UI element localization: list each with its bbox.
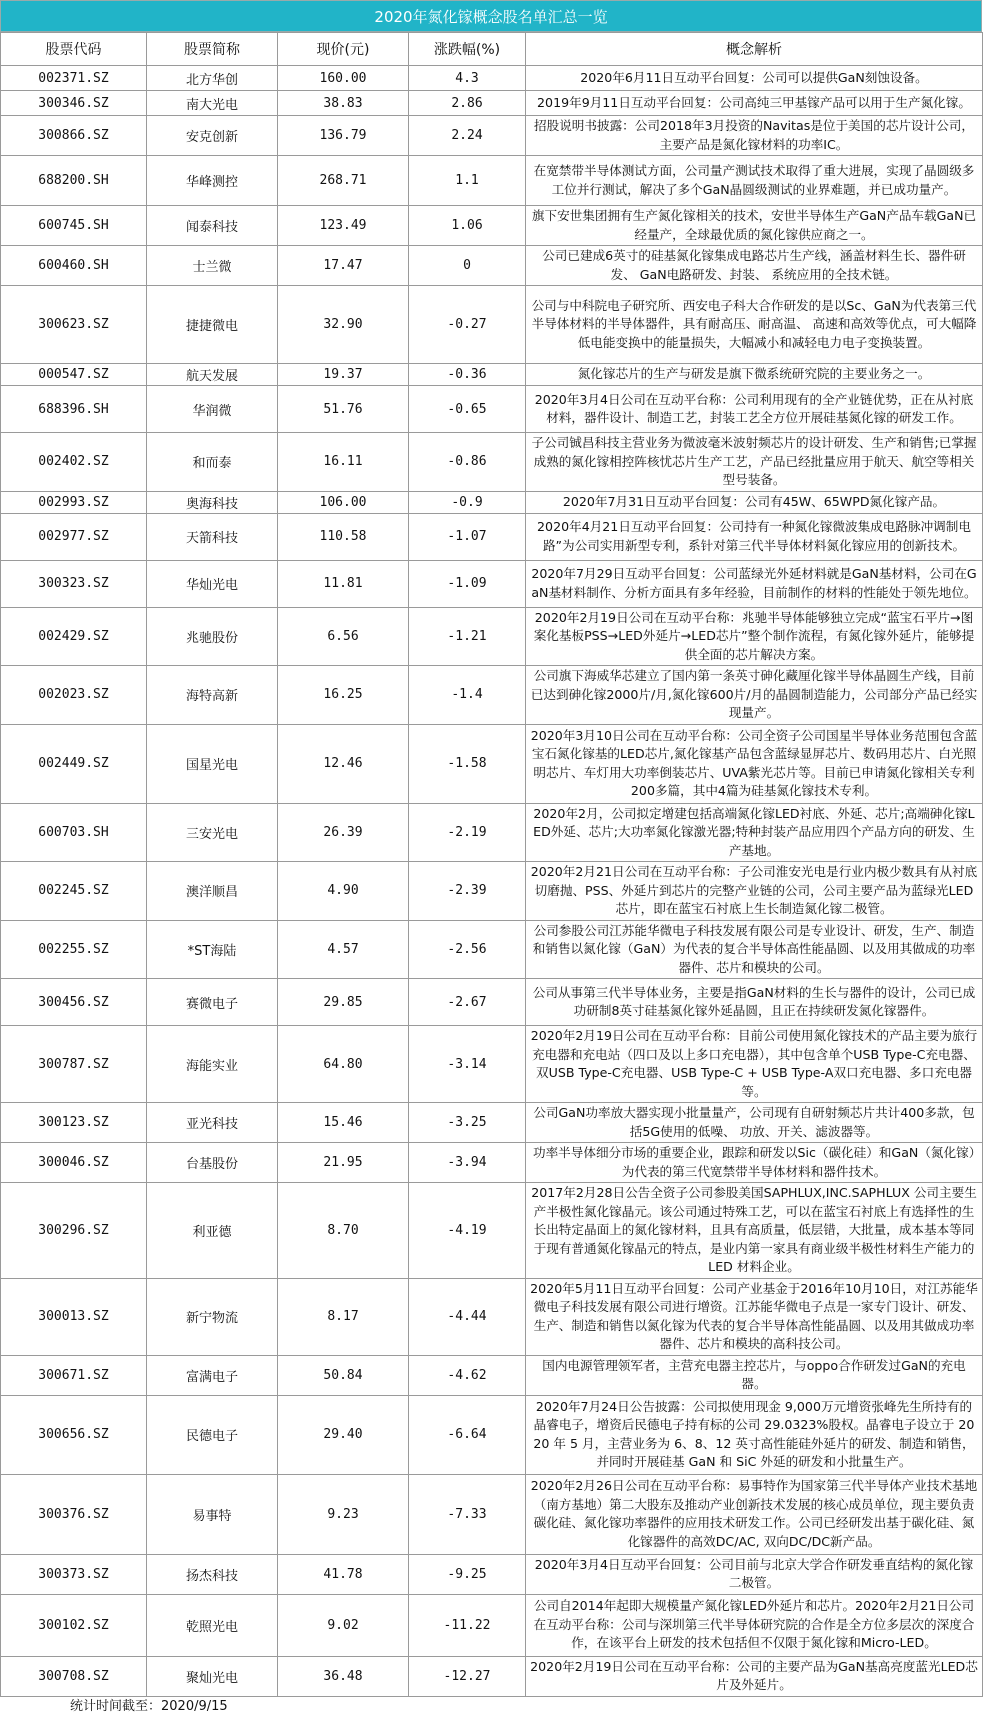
- table-row: [1, 1026, 983, 1103]
- header-change: 涨跌幅(%): [409, 33, 526, 66]
- cell-description: 招股说明书披露：公司2018年3月投资的Navitas是位于美国的芯片设计公司，主要产品是氮化镓材料的功率IC。: [526, 116, 983, 156]
- cell-description: 旗下安世集团拥有生产氮化镓相关的技术，安世半导体生产GaN产品车载GaN已经量产，全球最优质的氮化镓供应商之一。: [526, 206, 983, 246]
- cell-stock-code: 300102.SZ: [1, 1594, 147, 1656]
- table-row: [1, 1395, 983, 1474]
- cell-stock-name: 华灿光电: [147, 560, 278, 607]
- cell-stock-code: 002023.SZ: [1, 666, 147, 725]
- table-row: [1, 513, 983, 560]
- cell-stock-code: 600703.SH: [1, 803, 147, 862]
- cell-description: 2020年2月21日公司在互动平台称：子公司淮安光电是行业内极少数具有从衬底切磨抛、PSS、外延片到芯片的完整产业链的公司，公司主要产品为蓝绿光LED芯片，即在蓝宝石衬底上生长制造氮化镓二极管。: [526, 862, 983, 921]
- cell-stock-code: 600745.SH: [1, 206, 147, 246]
- cell-price: 29.85: [278, 979, 409, 1026]
- cell-price: 64.80: [278, 1026, 409, 1103]
- cell-price: 32.90: [278, 286, 409, 364]
- cell-stock-name: 北方华创: [147, 66, 278, 91]
- cell-stock-name: 捷捷微电: [147, 286, 278, 364]
- header-code: 股票代码: [1, 33, 147, 66]
- table-row: [1, 364, 983, 386]
- cell-stock-code: 300708.SZ: [1, 1656, 147, 1696]
- cell-stock-code: 300656.SZ: [1, 1395, 147, 1474]
- cell-change: -9.25: [409, 1554, 526, 1594]
- cell-stock-code: 300866.SZ: [1, 116, 147, 156]
- cell-stock-name: 三安光电: [147, 803, 278, 862]
- cell-description: 2020年7月24日公告披露：公司拟使用现金 9,000万元增资张峰先生所持有的晶睿电子，增资后民德电子持有标的公司 29.0323%股权。晶睿电子设立于 2020 年 5 月，主营业务为 6、8、12 英寸高性能硅外延片的研发、制造和销售，并同时开展硅基 GaN 和 SiC 外延的研发和小批量生产。: [526, 1395, 983, 1474]
- cell-stock-code: 002977.SZ: [1, 513, 147, 560]
- cell-price: 51.76: [278, 386, 409, 433]
- cell-stock-code: 002429.SZ: [1, 607, 147, 666]
- cell-price: 38.83: [278, 91, 409, 116]
- cell-stock-name: *ST海陆: [147, 920, 278, 979]
- cell-description: 2020年2月19日公司在互动平台称：目前公司使用氮化镓技术的产品主要为旅行充电器和充电站（四口及以上多口充电器），其中包含单个USB Type-C充电器、双USB Type-C充电器、USB Type-C + USB Type-A双口充电器、多口充电器等。: [526, 1026, 983, 1103]
- cell-change: -2.39: [409, 862, 526, 921]
- table-row: [1, 1656, 983, 1696]
- table-row: [1, 66, 983, 91]
- cell-price: 136.79: [278, 116, 409, 156]
- cell-price: 4.57: [278, 920, 409, 979]
- cell-stock-name: 亚光科技: [147, 1103, 278, 1143]
- stock-table: [0, 32, 983, 1697]
- cell-price: 41.78: [278, 1554, 409, 1594]
- cell-price: 29.40: [278, 1395, 409, 1474]
- cell-price: 26.39: [278, 803, 409, 862]
- header-name: 股票简称: [147, 33, 278, 66]
- cell-stock-code: 000547.SZ: [1, 364, 147, 386]
- cell-change: 2.24: [409, 116, 526, 156]
- cell-description: 2019年9月11日互动平台回复：公司高纯三甲基镓产品可以用于生产氮化镓。: [526, 91, 983, 116]
- cell-price: 268.71: [278, 156, 409, 206]
- cell-change: -0.9: [409, 491, 526, 513]
- table-row: [1, 156, 983, 206]
- cell-change: 1.1: [409, 156, 526, 206]
- cell-price: 160.00: [278, 66, 409, 91]
- cell-change: 0: [409, 246, 526, 286]
- cell-stock-name: 南大光电: [147, 91, 278, 116]
- table-row: [1, 979, 983, 1026]
- cell-stock-code: 300623.SZ: [1, 286, 147, 364]
- cell-change: -3.25: [409, 1103, 526, 1143]
- cell-stock-code: 300671.SZ: [1, 1355, 147, 1395]
- table-row: [1, 491, 983, 513]
- cell-description: 公司GaN功率放大器实现小批量量产，公司现有自研射频芯片共计400多款，包括5G使用的低噪、 功放、开关、滤波器等。: [526, 1103, 983, 1143]
- cell-stock-code: 688396.SH: [1, 386, 147, 433]
- cell-price: 9.02: [278, 1594, 409, 1656]
- cell-stock-code: 002449.SZ: [1, 724, 147, 803]
- cell-price: 50.84: [278, 1355, 409, 1395]
- header-desc: 概念解析: [526, 33, 983, 66]
- table-row: [1, 91, 983, 116]
- table-row: [1, 246, 983, 286]
- cell-change: -7.33: [409, 1474, 526, 1554]
- cell-price: 110.58: [278, 513, 409, 560]
- cell-price: 106.00: [278, 491, 409, 513]
- cell-stock-code: 002245.SZ: [1, 862, 147, 921]
- cell-stock-code: 300013.SZ: [1, 1278, 147, 1355]
- cell-price: 8.70: [278, 1183, 409, 1279]
- cell-stock-code: 300323.SZ: [1, 560, 147, 607]
- cell-stock-name: 士兰微: [147, 246, 278, 286]
- header-row: [1, 33, 983, 66]
- cell-description: 2020年2月26日公司在互动平台称：易事特作为国家第三代半导体产业技术基地（南方基地）第二大股东及推动产业创新技术发展的核心成员单位，现主要负责碳化硅、氮化镓功率器件的应用技术研发工作。公司已经研发出基于碳化硅、氮化镓器件的高效DC/AC, 双向DC/DC新产品。: [526, 1474, 983, 1554]
- cell-stock-name: 华润微: [147, 386, 278, 433]
- cell-stock-name: 兆驰股份: [147, 607, 278, 666]
- cell-stock-name: 航天发展: [147, 364, 278, 386]
- header-price: 现价(元): [278, 33, 409, 66]
- cell-description: 氮化镓芯片的生产与研发是旗下微系统研究院的主要业务之一。: [526, 364, 983, 386]
- table-row: [1, 116, 983, 156]
- cell-price: 123.49: [278, 206, 409, 246]
- cell-price: 36.48: [278, 1656, 409, 1696]
- cell-stock-name: 台基股份: [147, 1143, 278, 1183]
- cell-price: 11.81: [278, 560, 409, 607]
- cell-description: 2020年3月4日公司在互动平台称：公司利用现有的全产业链优势，正在从衬底材料，器件设计、制造工艺，封装工艺全方位开展硅基氮化镓的研发工作。: [526, 386, 983, 433]
- cell-stock-name: 聚灿光电: [147, 1656, 278, 1696]
- cell-description: 2017年2月28日公告全资子公司参股美国SAPHLUX,INC.SAPHLUX 公司主要生产半极性氮化镓晶元。该公司通过特殊工艺，可以在蓝宝石衬底上有选择性的生长出特定晶面上的氮化镓材料，且具有高质量，低层错，大批量，成本基本等同于现有普通氮化镓晶元的特点，是业内第一家具有商业级半极性材料生产能力的 LED 材料企业。: [526, 1183, 983, 1279]
- cell-change: -1.07: [409, 513, 526, 560]
- cell-description: 公司参股公司江苏能华微电子科技发展有限公司是专业设计、研发，生产、制造和销售以氮化镓（GaN）为代表的复合半导体高性能晶圆、以及用其做成的功率器件、芯片和模块的公司。: [526, 920, 983, 979]
- cell-stock-name: 海特高新: [147, 666, 278, 725]
- cell-stock-name: 民德电子: [147, 1395, 278, 1474]
- cell-change: -0.36: [409, 364, 526, 386]
- cell-stock-code: 002371.SZ: [1, 66, 147, 91]
- cell-description: 功率半导体细分市场的重要企业，跟踪和研发以Sic（碳化硅）和GaN（氮化镓）为代表的第三代宽禁带半导体材料和器件技术。: [526, 1143, 983, 1183]
- cell-change: -0.27: [409, 286, 526, 364]
- cell-description: 2020年7月31日互动平台回复：公司有45W、65WPD氮化镓产品。: [526, 491, 983, 513]
- cell-price: 16.25: [278, 666, 409, 725]
- table-row: [1, 1474, 983, 1554]
- cell-description: 公司已建成6英寸的硅基氮化镓集成电路芯片生产线，涵盖材料生长、器件研发、 GaN电路研发、封装、 系统应用的全技术链。: [526, 246, 983, 286]
- table-row: [1, 1103, 983, 1143]
- cell-change: -0.65: [409, 386, 526, 433]
- cell-stock-name: 乾照光电: [147, 1594, 278, 1656]
- table-row: [1, 1554, 983, 1594]
- cell-change: -3.94: [409, 1143, 526, 1183]
- cell-description: 2020年4月21日互动平台回复：公司持有一种氮化镓微波集成电路脉冲调制电路”为公司实用新型专利，系针对第三代半导体材料氮化镓应用的创新技术。: [526, 513, 983, 560]
- cell-description: 子公司铖昌科技主营业务为微波毫米波射频芯片的设计研发、生产和销售;已掌握成熟的氮化镓相控阵核忧芯片生产工艺，产品已经批量应用于航天、航空等相关型号装备。: [526, 433, 983, 492]
- cell-stock-code: 300296.SZ: [1, 1183, 147, 1279]
- cell-change: 2.86: [409, 91, 526, 116]
- footer-note: 统计时间截至：2020/9/15: [70, 1698, 228, 1714]
- table-row: [1, 206, 983, 246]
- cell-price: 8.17: [278, 1278, 409, 1355]
- cell-change: -4.19: [409, 1183, 526, 1279]
- cell-stock-code: 002255.SZ: [1, 920, 147, 979]
- cell-stock-code: 300046.SZ: [1, 1143, 147, 1183]
- cell-stock-code: 002993.SZ: [1, 491, 147, 513]
- cell-stock-code: 300346.SZ: [1, 91, 147, 116]
- cell-stock-name: 易事特: [147, 1474, 278, 1554]
- cell-change: -2.67: [409, 979, 526, 1026]
- cell-price: 12.46: [278, 724, 409, 803]
- cell-stock-code: 300456.SZ: [1, 979, 147, 1026]
- cell-change: -12.27: [409, 1656, 526, 1696]
- cell-change: 1.06: [409, 206, 526, 246]
- table-row: [1, 386, 983, 433]
- cell-change: -2.56: [409, 920, 526, 979]
- table-row: [1, 1143, 983, 1183]
- cell-stock-name: 华峰测控: [147, 156, 278, 206]
- cell-stock-name: 和而泰: [147, 433, 278, 492]
- table-row: [1, 666, 983, 725]
- cell-description: 2020年7月29日互动平台回复：公司蓝绿光外延材料就是GaN基材料，公司在GaN基材料制作、分析方面具有多年经验，目前制作的材料的性能处于领先地位。: [526, 560, 983, 607]
- cell-stock-name: 新宁物流: [147, 1278, 278, 1355]
- cell-description: 公司自2014年起即大规模量产氮化镓LED外延片和芯片。2020年2月21日公司在互动平台称：公司与深圳第三代半导体研究院的合作是全方位多层次的深度合作，在该平台上研发的技术包括但不仅限于氮化镓和Micro-LED。: [526, 1594, 983, 1656]
- cell-stock-code: 600460.SH: [1, 246, 147, 286]
- cell-change: -11.22: [409, 1594, 526, 1656]
- cell-price: 19.37: [278, 364, 409, 386]
- cell-price: 17.47: [278, 246, 409, 286]
- cell-description: 2020年2月，公司拟定增建包括高端氮化镓LED衬底、外延、芯片;高端砷化镓LED外延、芯片;大功率氮化镓激光器;特种封装产品应用四个产品方向的研发、生产基地。: [526, 803, 983, 862]
- cell-price: 4.90: [278, 862, 409, 921]
- table-row: [1, 920, 983, 979]
- cell-stock-code: 688200.SH: [1, 156, 147, 206]
- table-row: [1, 607, 983, 666]
- cell-stock-code: 300123.SZ: [1, 1103, 147, 1143]
- cell-change: -1.21: [409, 607, 526, 666]
- cell-change: -1.09: [409, 560, 526, 607]
- cell-stock-name: 安克创新: [147, 116, 278, 156]
- table-row: [1, 803, 983, 862]
- cell-price: 9.23: [278, 1474, 409, 1554]
- table-row: [1, 724, 983, 803]
- cell-change: -4.62: [409, 1355, 526, 1395]
- table-row: [1, 862, 983, 921]
- cell-stock-name: 闻泰科技: [147, 206, 278, 246]
- cell-change: -3.14: [409, 1026, 526, 1103]
- cell-description: 公司与中科院电子研究所、西安电子科大合作研发的是以Sc、GaN为代表第三代半导体材料的半导体器件，具有耐高压、耐高温、 高速和高效等优点，可大幅降低电能变换中的能量损失，大幅减小和减轻电力电子变换装置。: [526, 286, 983, 364]
- cell-description: 2020年6月11日互动平台回复：公司可以提供GaN刻蚀设备。: [526, 66, 983, 91]
- cell-stock-code: 300787.SZ: [1, 1026, 147, 1103]
- cell-price: 15.46: [278, 1103, 409, 1143]
- cell-stock-name: 扬杰科技: [147, 1554, 278, 1594]
- cell-change: 4.3: [409, 66, 526, 91]
- table-row: [1, 1183, 983, 1279]
- cell-description: 公司从事第三代半导体业务，主要是指GaN材料的生长与器件的设计，公司已成功研制8英寸硅基氮化镓外延晶圆，且正在持续研发氮化镓器件。: [526, 979, 983, 1026]
- table-row: [1, 560, 983, 607]
- cell-price: 16.11: [278, 433, 409, 492]
- table-row: [1, 433, 983, 492]
- cell-change: -2.19: [409, 803, 526, 862]
- cell-change: -6.64: [409, 1395, 526, 1474]
- cell-description: 2020年3月4日互动平台回复：公司目前与北京大学合作研发垂直结构的氮化镓二极管。: [526, 1554, 983, 1594]
- table-row: [1, 286, 983, 364]
- table-row: [1, 1355, 983, 1395]
- cell-stock-name: 天箭科技: [147, 513, 278, 560]
- cell-change: -4.44: [409, 1278, 526, 1355]
- cell-change: -1.58: [409, 724, 526, 803]
- cell-stock-name: 国星光电: [147, 724, 278, 803]
- cell-change: -0.86: [409, 433, 526, 492]
- cell-stock-code: 300373.SZ: [1, 1554, 147, 1594]
- cell-price: 21.95: [278, 1143, 409, 1183]
- cell-description: 国内电源管理领军者，主营充电器主控芯片，与oppo合作研发过GaN的充电器。: [526, 1355, 983, 1395]
- cell-change: -1.4: [409, 666, 526, 725]
- cell-description: 2020年3月10日公司在互动平台称：公司全资子公司国星半导体业务范围包含蓝宝石氮化镓基的LED芯片,氮化镓基产品包含蓝绿显屏芯片、数码用芯片、白光照明芯片、车灯用大功率倒装芯片、UVA紫光芯片等。目前已申请氮化镓相关专利200多篇，其中4篇为硅基氮化镓技术专利。: [526, 724, 983, 803]
- table-row: [1, 1278, 983, 1355]
- cell-description: 在宽禁带半导体测试方面，公司量产测试技术取得了重大进展，实现了晶圆级多工位并行测试，解决了多个GaN晶圆级测试的业界难题，并已成功量产。: [526, 156, 983, 206]
- cell-stock-code: 300376.SZ: [1, 1474, 147, 1554]
- cell-stock-name: 奥海科技: [147, 491, 278, 513]
- cell-stock-name: 海能实业: [147, 1026, 278, 1103]
- cell-stock-code: 002402.SZ: [1, 433, 147, 492]
- table-title: 2020年氮化镓概念股名单汇总一览: [0, 0, 982, 32]
- cell-stock-name: 富满电子: [147, 1355, 278, 1395]
- cell-description: 2020年2月19日公司在互动平台称：兆驰半导体能够独立完成“蓝宝石平片→图案化基板PSS→LED外延片→LED芯片”整个制作流程，有氮化镓外延片，能够提供全面的芯片解决方案。: [526, 607, 983, 666]
- cell-description: 2020年2月19日公司在互动平台称：公司的主要产品为GaN基高亮度蓝光LED芯片及外延片。: [526, 1656, 983, 1696]
- cell-description: 2020年5月11日互动平台回复：公司产业基金于2016年10月10日，对江苏能华微电子科技发展有限公司进行增资。江苏能华微电子点是一家专门设计、研发、生产、制造和销售以氮化镓为代表的复合半导体高性能晶圆、以及用其做成功率器件、芯片和模块的高科技公司。: [526, 1278, 983, 1355]
- cell-price: 6.56: [278, 607, 409, 666]
- cell-stock-name: 利亚德: [147, 1183, 278, 1279]
- cell-stock-name: 澳洋顺昌: [147, 862, 278, 921]
- cell-stock-name: 赛微电子: [147, 979, 278, 1026]
- cell-description: 公司旗下海威华芯建立了国内第一条英寸砷化藏厘化镓半导体晶圆生产线，目前已达到砷化镓2000片/月,氮化镓600片/月的晶圆制造能力，公司部分产品已经实现量产。: [526, 666, 983, 725]
- table-row: [1, 1594, 983, 1656]
